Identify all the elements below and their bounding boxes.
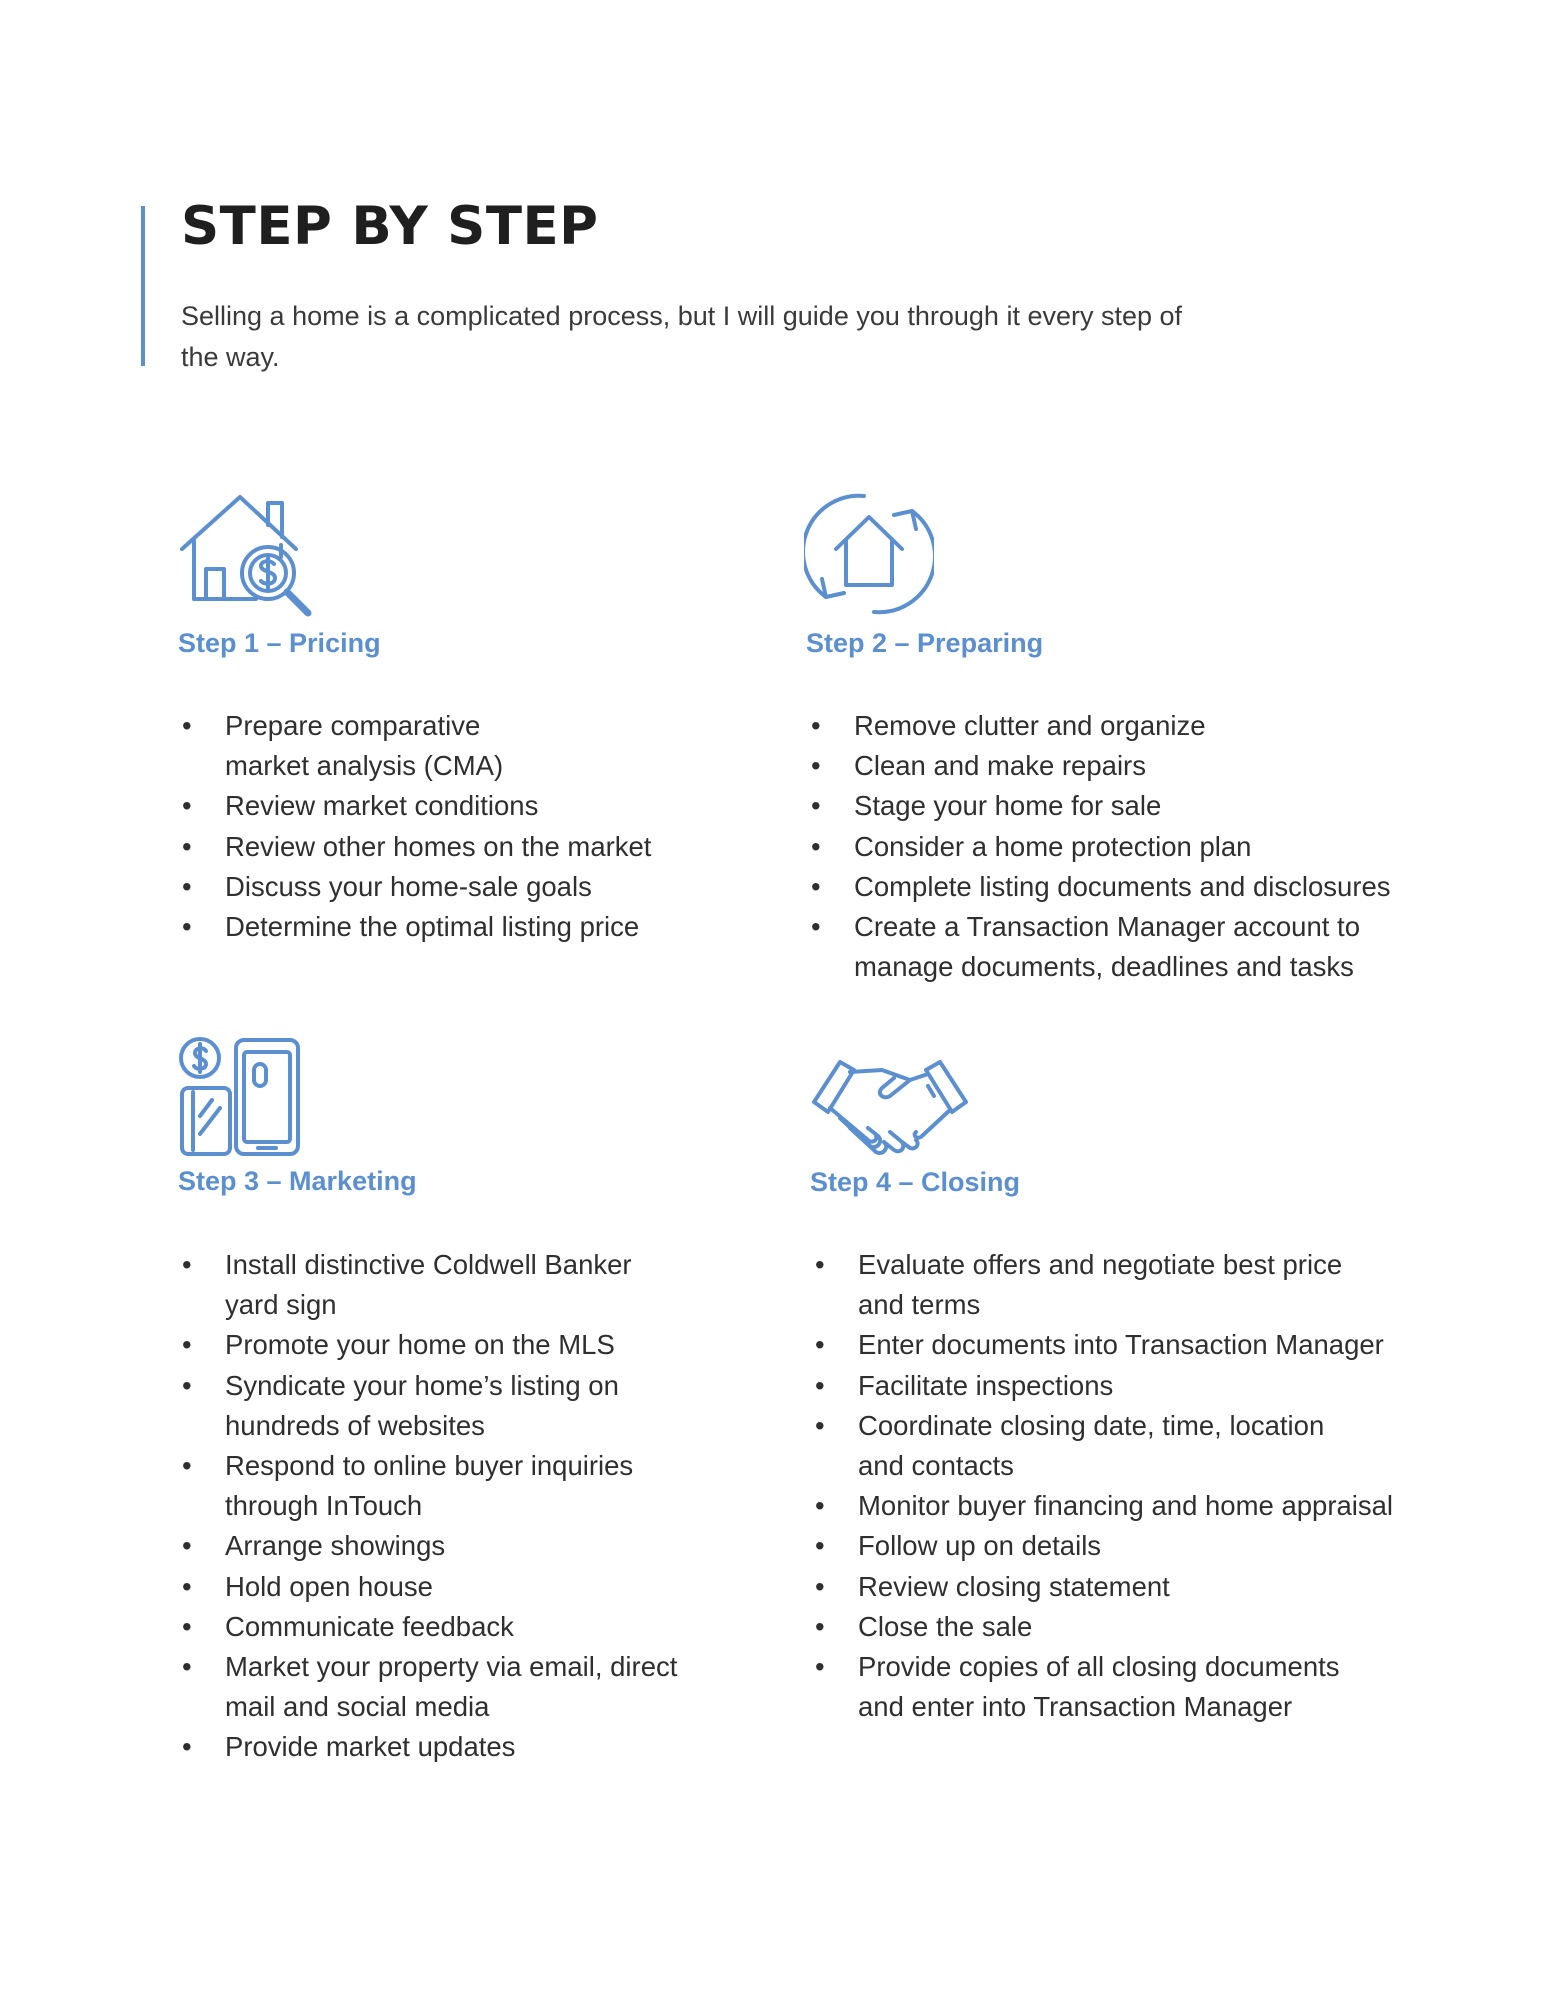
bullet-icon: • [815, 1570, 825, 1602]
list-item [809, 706, 1449, 746]
step-1-list [180, 706, 740, 947]
bullet-icon: • [182, 1731, 192, 1763]
list-item [813, 1567, 1453, 1607]
list-item [180, 1607, 740, 1647]
bullet-icon: • [811, 750, 821, 782]
list-item [813, 1406, 1453, 1486]
list-item-text: Hold open house [225, 1570, 433, 1602]
list-item-text: manage documents, deadlines and tasks [854, 951, 1354, 983]
list-item [813, 1245, 1453, 1325]
bullet-icon: • [182, 1369, 192, 1401]
bullet-icon: • [182, 790, 192, 822]
list-item-text: Promote your home on the MLS [225, 1329, 615, 1361]
list-item-text: Coordinate closing date, time, location [858, 1409, 1325, 1441]
list-item-text: Consider a home protection plan [854, 830, 1252, 862]
list-item-text: Complete listing documents and disclosures [854, 870, 1391, 902]
bullet-icon: • [811, 830, 821, 862]
list-item-text: Respond to online buyer inquiries [225, 1450, 634, 1482]
list-item [813, 1607, 1453, 1647]
list-item [180, 1727, 740, 1767]
list-item-text: Review closing statement [858, 1570, 1170, 1602]
bullet-icon: • [815, 1530, 825, 1562]
list-item [813, 1486, 1453, 1526]
bullet-icon: • [182, 1249, 192, 1280]
house-refresh-icon [804, 489, 934, 619]
list-item [809, 907, 1449, 987]
step-4-list [813, 1245, 1453, 1727]
list-item-text: through InTouch [225, 1490, 423, 1522]
list-item-text: yard sign [225, 1289, 337, 1321]
list-item [180, 1446, 740, 1526]
list-item-text: Determine the optimal listing price [225, 911, 640, 943]
step-3-list [180, 1245, 740, 1768]
step-1-heading: Step 1 – Pricing [178, 628, 381, 658]
bullet-icon: • [182, 710, 192, 741]
list-item [809, 786, 1449, 826]
list-item [180, 1325, 740, 1365]
list-item [813, 1366, 1453, 1406]
list-item-text: and contacts [858, 1450, 1014, 1482]
list-item [180, 867, 740, 907]
list-item [180, 1366, 740, 1446]
bullet-icon: • [182, 1570, 192, 1602]
list-item [809, 827, 1449, 867]
bullet-icon: • [815, 1490, 825, 1522]
list-item-text: Review market conditions [225, 790, 539, 822]
list-item-text: Monitor buyer financing and home appraisal [858, 1490, 1394, 1522]
list-item-text: Facilitate inspections [858, 1369, 1114, 1401]
bullet-icon: • [811, 710, 821, 741]
bullet-icon: • [182, 870, 192, 902]
list-item [809, 867, 1449, 907]
list-item-text: and enter into Transaction Manager [858, 1691, 1293, 1723]
list-item [180, 1567, 740, 1607]
list-item-text: Install distinctive Coldwell Banker [225, 1249, 632, 1280]
mobile-dollar-icon [178, 1036, 303, 1158]
list-item-text: Stage your home for sale [854, 790, 1162, 822]
bullet-icon: • [182, 911, 192, 943]
bullet-icon: • [815, 1369, 825, 1401]
list-item-text: Arrange showings [225, 1530, 446, 1562]
bullet-icon: • [182, 1329, 192, 1361]
list-item-text: Close the sale [858, 1610, 1033, 1642]
bullet-icon: • [811, 870, 821, 902]
list-item [180, 706, 740, 786]
list-item [180, 1647, 740, 1727]
list-item-text: Clean and make repairs [854, 750, 1146, 782]
bullet-icon: • [182, 1651, 192, 1683]
list-item [813, 1325, 1453, 1365]
bullet-icon: • [182, 1450, 192, 1482]
handshake-icon [810, 1056, 970, 1156]
intro-text [181, 296, 1211, 378]
list-item-text: hundreds of websites [225, 1409, 485, 1441]
list-item [180, 907, 740, 947]
list-item-text: mail and social media [225, 1691, 490, 1723]
house-dollar-search-icon [178, 493, 318, 623]
list-item [813, 1526, 1453, 1566]
list-item-text: Market your property via email, direct [225, 1651, 678, 1683]
bullet-icon: • [811, 911, 821, 943]
list-item [180, 1526, 740, 1566]
list-item [809, 746, 1449, 786]
step-2-heading: Step 2 – Preparing [806, 628, 1044, 658]
list-item-text: Review other homes on the market [225, 830, 652, 862]
list-item-text: market analysis (CMA) [225, 750, 504, 782]
intro-line-2: the way. [181, 342, 280, 372]
step-2-list [809, 706, 1449, 987]
list-item-text: and terms [858, 1289, 981, 1321]
bullet-icon: • [815, 1651, 825, 1683]
list-item-text: Remove clutter and organize [854, 710, 1206, 741]
list-item-text: Provide copies of all closing documents [858, 1651, 1340, 1683]
bullet-icon: • [182, 1530, 192, 1562]
list-item [180, 827, 740, 867]
list-item-text: Create a Transaction Manager account to [854, 911, 1360, 943]
list-item [180, 1245, 740, 1325]
step-4-heading: Step 4 – Closing [810, 1167, 1021, 1197]
list-item-text: Enter documents into Transaction Manager [858, 1329, 1384, 1361]
list-item [180, 786, 740, 826]
bullet-icon: • [815, 1249, 825, 1280]
list-item-text: Provide market updates [225, 1731, 516, 1763]
list-item-text: Follow up on details [858, 1530, 1102, 1562]
bullet-icon: • [182, 830, 192, 862]
list-item-text: Evaluate offers and negotiate best price [858, 1249, 1343, 1280]
list-item [813, 1647, 1453, 1727]
bullet-icon: • [811, 790, 821, 822]
list-item-text: Communicate feedback [225, 1610, 514, 1642]
list-item-text: Discuss your home-sale goals [225, 870, 592, 902]
page-title: STEP BY STEP [181, 196, 599, 257]
list-item-text: Prepare comparative [225, 710, 481, 741]
bullet-icon: • [815, 1329, 825, 1361]
bullet-icon: • [182, 1610, 192, 1642]
bullet-icon: • [815, 1409, 825, 1441]
step-3-heading: Step 3 – Marketing [178, 1166, 417, 1196]
list-item-text: Syndicate your home’s listing on [225, 1369, 619, 1401]
header-accent-bar [141, 206, 145, 366]
bullet-icon: • [815, 1610, 825, 1642]
intro-line-1: Selling a home is a complicated process, but I will guide you through it every step of [181, 301, 1183, 331]
